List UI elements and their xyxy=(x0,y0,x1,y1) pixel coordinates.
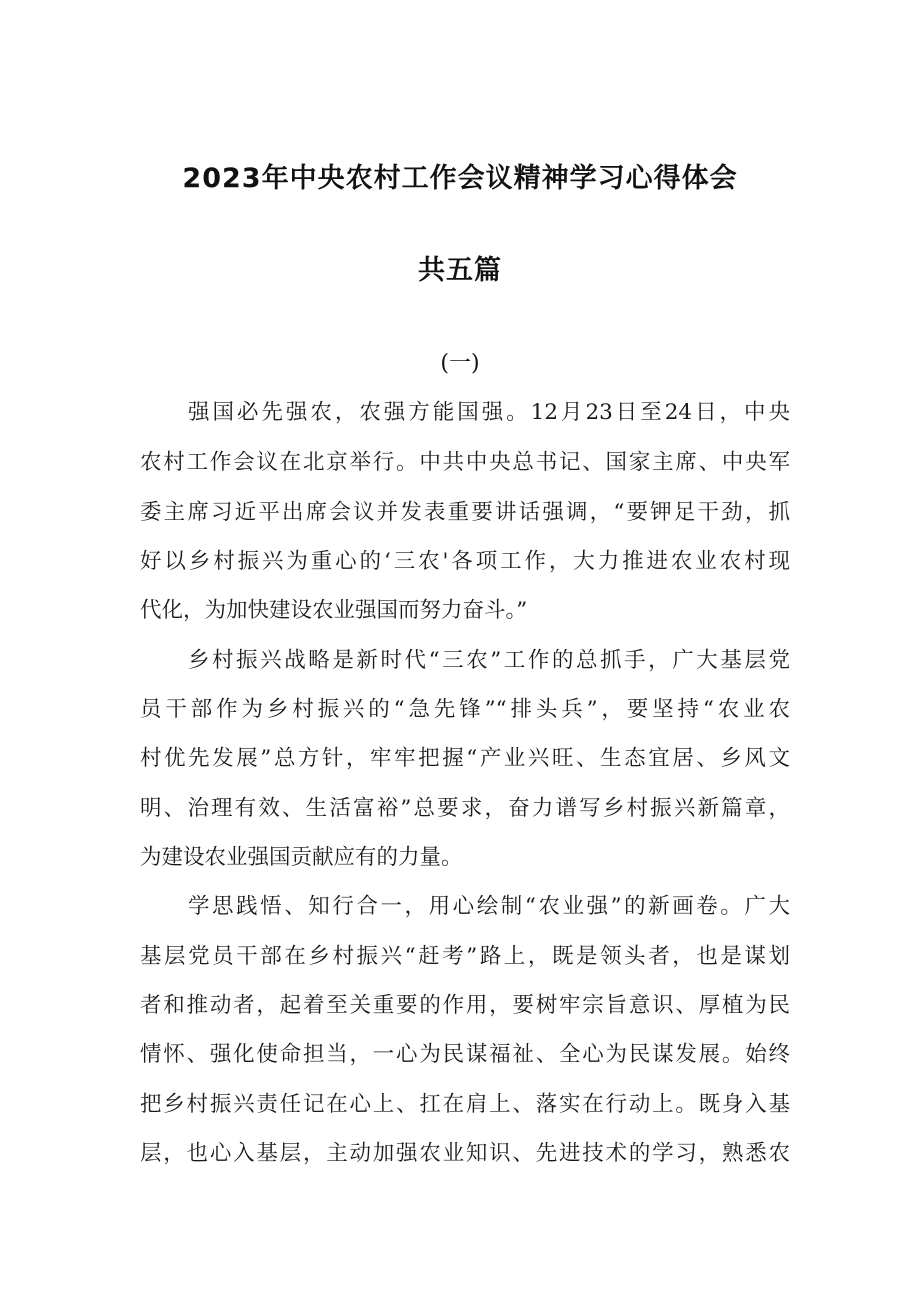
paragraph-3-line-1: 学思践悟、知行合一，用心绘制“农业强”的新画卷。广大 xyxy=(188,894,790,919)
paragraph-2-line-2: 员干部作为乡村振兴的“急先锋”“排头兵”，要坚持“农业农 xyxy=(140,697,790,722)
paragraph-1-line-5: 代化，为加快建设农业强国而努力奋斗。” xyxy=(140,598,528,623)
paragraph-3-line-5: 把乡村振兴责任记在心上、扛在肩上、落实在行动上。既身入基 xyxy=(140,1092,790,1117)
paragraph-2-line-5: 为建设农业强国贡献应有的力量。 xyxy=(140,845,463,870)
paragraph-1-line-2: 农村工作会议在北京举行。中共中央总书记、国家主席、中央军 xyxy=(140,450,790,475)
document-subtitle: 共五篇 xyxy=(418,255,502,286)
paragraph-2-line-1: 乡村振兴战略是新时代“三农”工作的总抓手，广大基层党 xyxy=(188,648,790,673)
paragraph-3-line-4: 情怀、强化使命担当，一心为民谋福祉、全心为民谋发展。始终 xyxy=(140,1042,790,1067)
paragraph-1-line-3: 委主席习近平出席会议并发表重要讲话强调，“要钾足干劲，抓 xyxy=(140,500,790,525)
paragraph-2-line-3: 村优先发展”总方针，牢牢把握“产业兴旺、生态宜居、乡风文 xyxy=(140,746,790,771)
paragraph-2-line-4: 明、治理有效、生活富裕”总要求，奋力谱写乡村振兴新篇章， xyxy=(140,796,790,821)
paragraph-1-line-1: 强国必先强农，农强方能国强。12月23日至24日，中央 xyxy=(188,400,790,425)
paragraph-1-line-4: 好以乡村振兴为重心的‘三农'各项工作，大力推进农业农村现 xyxy=(140,549,790,574)
section-heading: (一) xyxy=(440,351,480,376)
paragraph-3-line-2: 基层党员干部在乡村振兴“赶考”路上，既是领头者，也是谋划 xyxy=(140,944,790,969)
paragraph-3-line-3: 者和推动者，起着至关重要的作用，要树牢宗旨意识、厚植为民 xyxy=(140,993,790,1018)
paragraph-3-line-6: 层，也心入基层，主动加强农业知识、先进技术的学习，熟悉农 xyxy=(140,1141,790,1166)
document-title: 2023年中央农村工作会议精神学习心得体会 xyxy=(182,163,738,194)
